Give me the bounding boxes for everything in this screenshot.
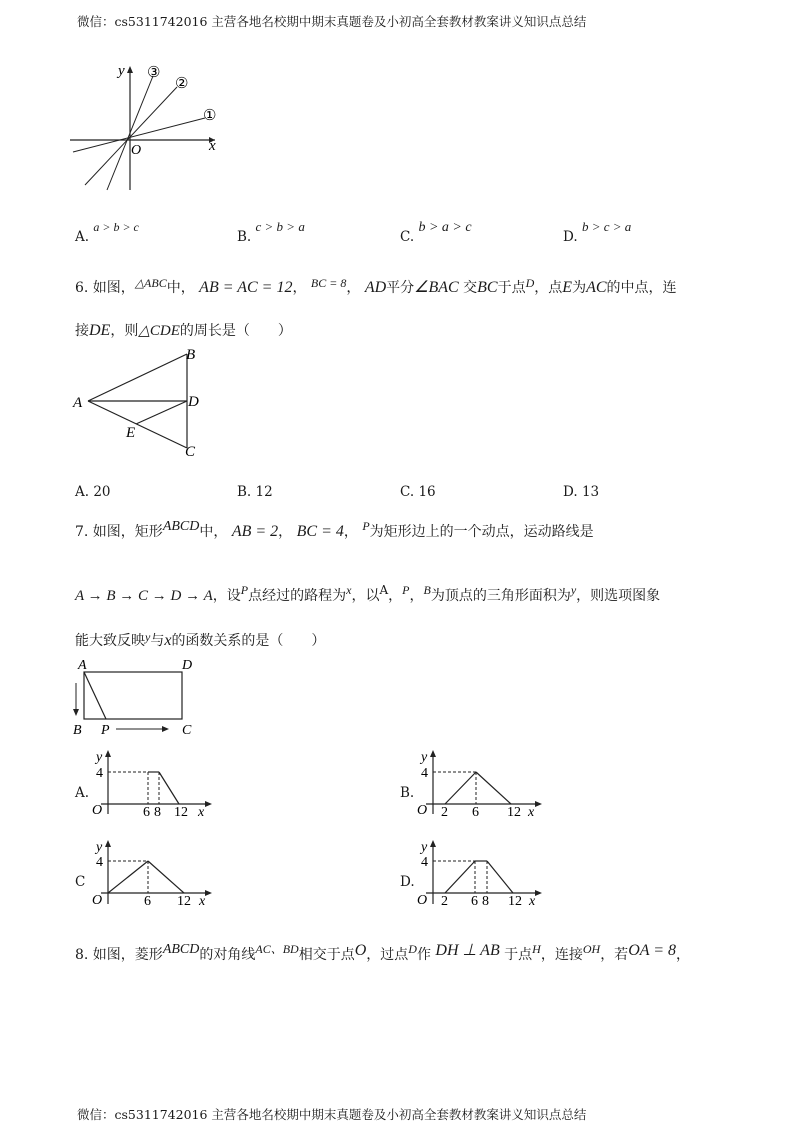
q7-stem-line2: A → B → C → D → A，设P点经过的路程为x，以A，P，B为顶点的三角形面积为y，则选项图象 [75,583,661,604]
q7-option-b-graph[interactable] [413,748,548,816]
svg-text:O: O [417,803,428,816]
point-c: C [182,723,192,738]
q8-stem-line1: 8. 如图，菱形ABCD的对角线AC、BD相交于点O，过点D作 DH ⊥ AB 于点H，连接OH，若OA = 8， [75,942,691,963]
svg-text:y: y [96,840,103,855]
q7-option-c-label[interactable]: C [75,874,86,890]
q6-option-b[interactable]: B. 12 [237,484,273,500]
q5-option-c[interactable]: C. b > a > c [400,220,472,245]
q7-stem-line1: 7. 如图，矩形ABCD中， AB = 2， BC = 4， P为矩形边上的一个动点，运动路线是 [75,519,594,540]
label-3: ③ [147,65,161,81]
svg-text:O: O [417,893,428,906]
q7-option-d-label[interactable]: D. [400,874,415,890]
svg-text:O: O [92,893,103,906]
q6-option-a[interactable]: A. 20 [75,484,111,500]
q5-option-b[interactable]: B. c > b > a [237,219,305,245]
line-2 [85,87,177,185]
point-b: B [186,347,196,363]
svg-text:12: 12 [508,894,522,906]
svg-text:x: x [529,894,536,906]
q6-stem-line1: 6. 如图，△ABC中， AB = AC = 12， BC = 8， AD平分∠BAC 交BC于点D，点E为AC的中点，连 [75,276,677,296]
label-1: ① [203,108,217,124]
svg-text:x: x [528,805,535,816]
page-footer: 微信：cs5311742016 主营各地名校期中期末真题卷及小初高全套教材教案讲义知识点总结 [77,1107,587,1122]
point-p: P [101,723,110,738]
origin-label: O [131,143,142,158]
svg-text:x: x [198,805,205,816]
point-a: A [73,395,83,411]
point-a: A [78,658,87,673]
svg-text:y: y [421,750,428,765]
q7-option-b-label[interactable]: B. [400,785,415,801]
svg-text:6: 6 [143,805,150,816]
svg-text:6: 6 [471,894,478,906]
q7-rectangle-figure [68,655,208,740]
svg-text:y: y [421,840,428,855]
point-e: E [126,425,136,441]
q6-option-c[interactable]: C. 16 [400,484,436,500]
label-2: ② [175,76,189,92]
svg-text:O: O [92,803,103,816]
svg-text:8: 8 [482,894,489,906]
point-d: D [188,394,199,410]
q7-option-a-graph[interactable] [88,748,218,816]
svg-text:8: 8 [154,805,161,816]
q5-option-a[interactable]: A. a > b > c [75,220,139,245]
svg-text:x: x [199,894,206,906]
q7-stem-line3: 能大致反映y与x的函数关系的是（ ） [75,630,326,649]
point-b: B [73,723,82,738]
q7-option-d-graph[interactable] [413,838,548,906]
svg-text:6: 6 [472,805,479,816]
svg-text:4: 4 [421,766,428,781]
svg-text:4: 4 [421,855,428,870]
q5-option-d[interactable]: D. b > c > a [563,219,632,245]
svg-text:2: 2 [441,894,448,906]
svg-text:y: y [96,750,103,765]
point-c: C [185,444,196,460]
svg-text:12: 12 [507,805,521,816]
svg-text:12: 12 [174,805,188,816]
svg-text:2: 2 [441,805,448,816]
q6-option-d[interactable]: D. 13 [563,484,600,500]
page-header: 微信：cs5311742016 主营各地名校期中期末真题卷及小初高全套教材教案讲义知识点总结 [77,14,587,29]
point-d: D [182,658,193,673]
q7-option-a-label[interactable]: A. [75,785,90,801]
svg-text:12: 12 [177,894,191,906]
q6-triangle-figure [70,345,210,460]
y-label: y [118,63,125,79]
svg-text:4: 4 [96,855,103,870]
q5-line-graph [65,60,235,195]
svg-text:4: 4 [96,766,103,781]
q7-option-c-graph[interactable] [88,838,218,906]
x-label: x [209,138,216,154]
svg-text:6: 6 [144,894,151,906]
q6-stem-line2: 接DE，则△CDE的周长是（ ） [75,322,292,339]
